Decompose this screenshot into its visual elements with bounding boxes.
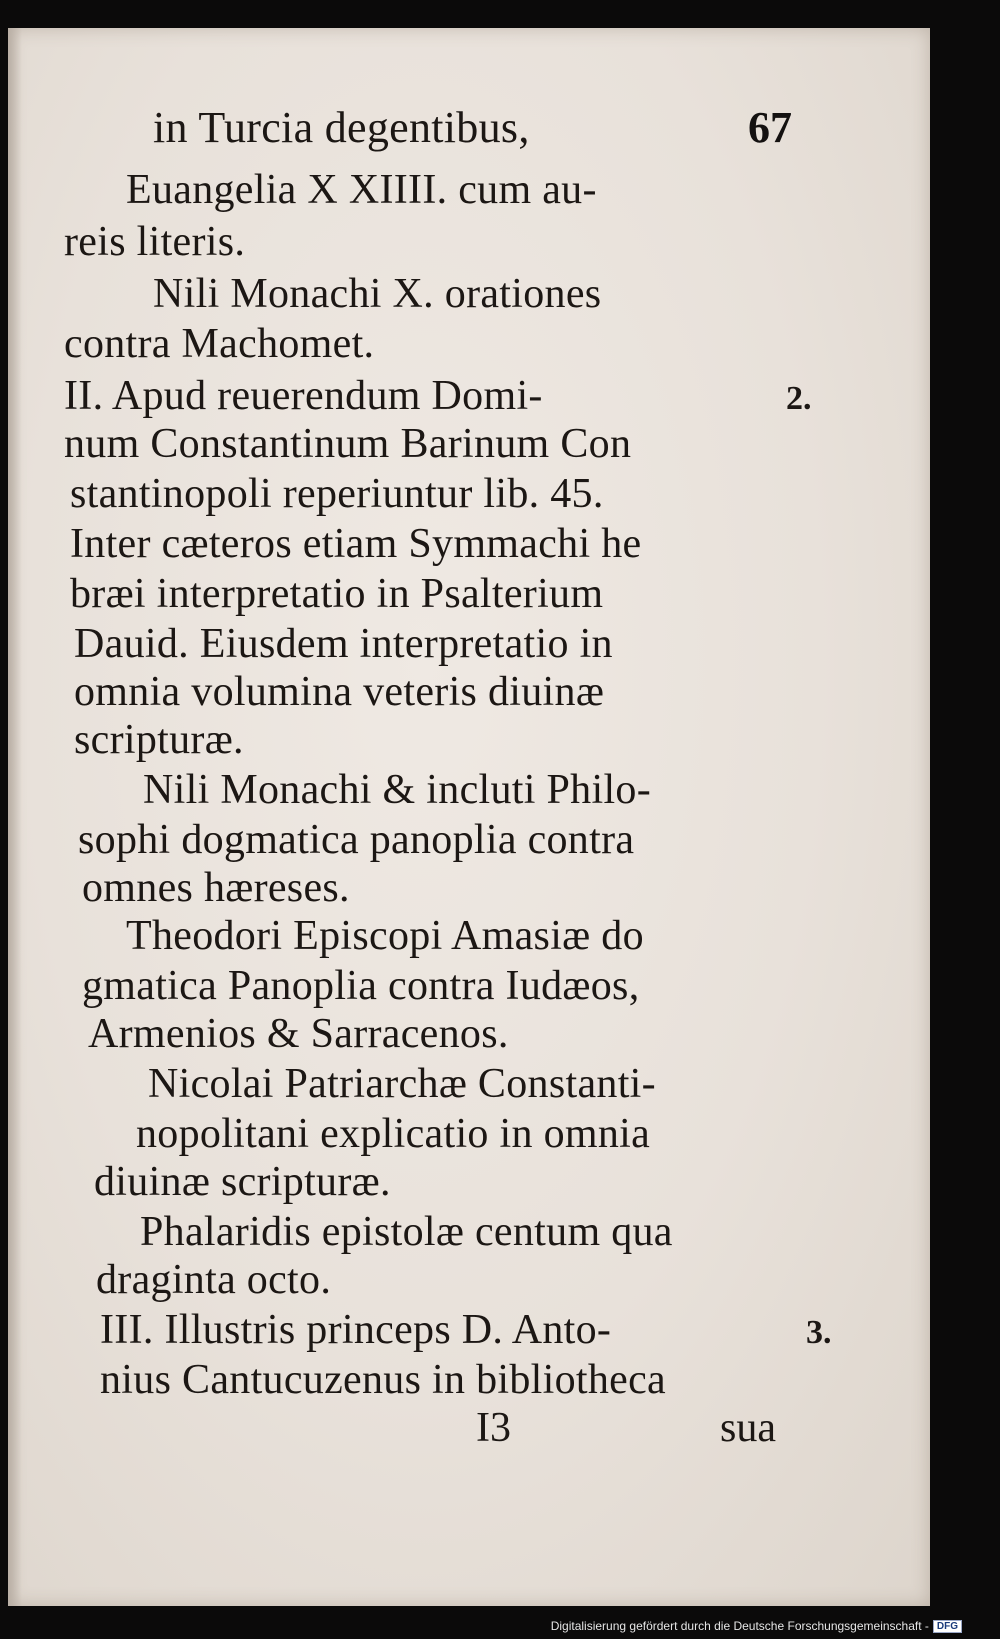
text-line: stantinopoli reperiuntur lib. 45. (70, 471, 604, 517)
running-head: in Turcia degentibus, (153, 103, 530, 152)
page-shadow-edge (8, 28, 22, 1606)
text-line: nopolitani explicatio in omnia (136, 1111, 651, 1157)
page-number: 67 (748, 103, 792, 152)
footer-credit-text: Digitalisierung gefördert durch die Deutsche Forschungsgemeinschaft - (550, 1619, 929, 1633)
text-line: omnes hæreses. (82, 865, 350, 911)
book-page (8, 28, 930, 1606)
text-line: Phalaridis epistolæ centum qua (140, 1209, 673, 1255)
text-line: Dauid. Eiusdem interpretatio in (74, 621, 613, 667)
text-line: II. Apud reuerendum Domi- (64, 373, 543, 419)
text-line: nius Cantucuzenus in bibliotheca (100, 1357, 666, 1403)
signature-mark: I3 (476, 1405, 511, 1451)
text-line: omnia volumina veteris diuinæ (74, 669, 605, 715)
text-line: Theodori Episcopi Amasiæ do (126, 913, 644, 959)
text-line: bræi interpretatio in Psalterium (70, 571, 604, 617)
text-line: reis literis. (64, 219, 246, 265)
text-line: sophi dogmatica panoplia contra (78, 817, 635, 863)
catchword: sua (720, 1405, 776, 1451)
text-line: III. Illustris princeps D. Anto- (100, 1307, 612, 1353)
margin-number: 2. (786, 380, 812, 417)
text-line: Euangelia X XIIII. cum au- (126, 167, 597, 213)
text-line: Inter cæteros etiam Symmachi he (70, 521, 642, 567)
text-line: Nicolai Patriarchæ Constanti- (148, 1061, 656, 1107)
text-line: diuinæ scripturæ. (94, 1159, 391, 1205)
dfg-logo: DFG (933, 1620, 962, 1633)
text-line: num Constantinum Barinum Con (64, 421, 632, 467)
text-line: scripturæ. (74, 717, 244, 763)
text-line: contra Machomet. (64, 321, 375, 367)
text-line: Nili Monachi X. orationes (153, 271, 602, 317)
text-line: Armenios & Sarracenos. (88, 1011, 509, 1057)
margin-number: 3. (806, 1314, 832, 1351)
text-line: Nili Monachi & incluti Philo- (143, 767, 652, 813)
text-line: gmatica Panoplia contra Iudæos, (82, 963, 640, 1009)
footer-credit (551, 1619, 962, 1633)
text-line: draginta octo. (96, 1257, 332, 1303)
